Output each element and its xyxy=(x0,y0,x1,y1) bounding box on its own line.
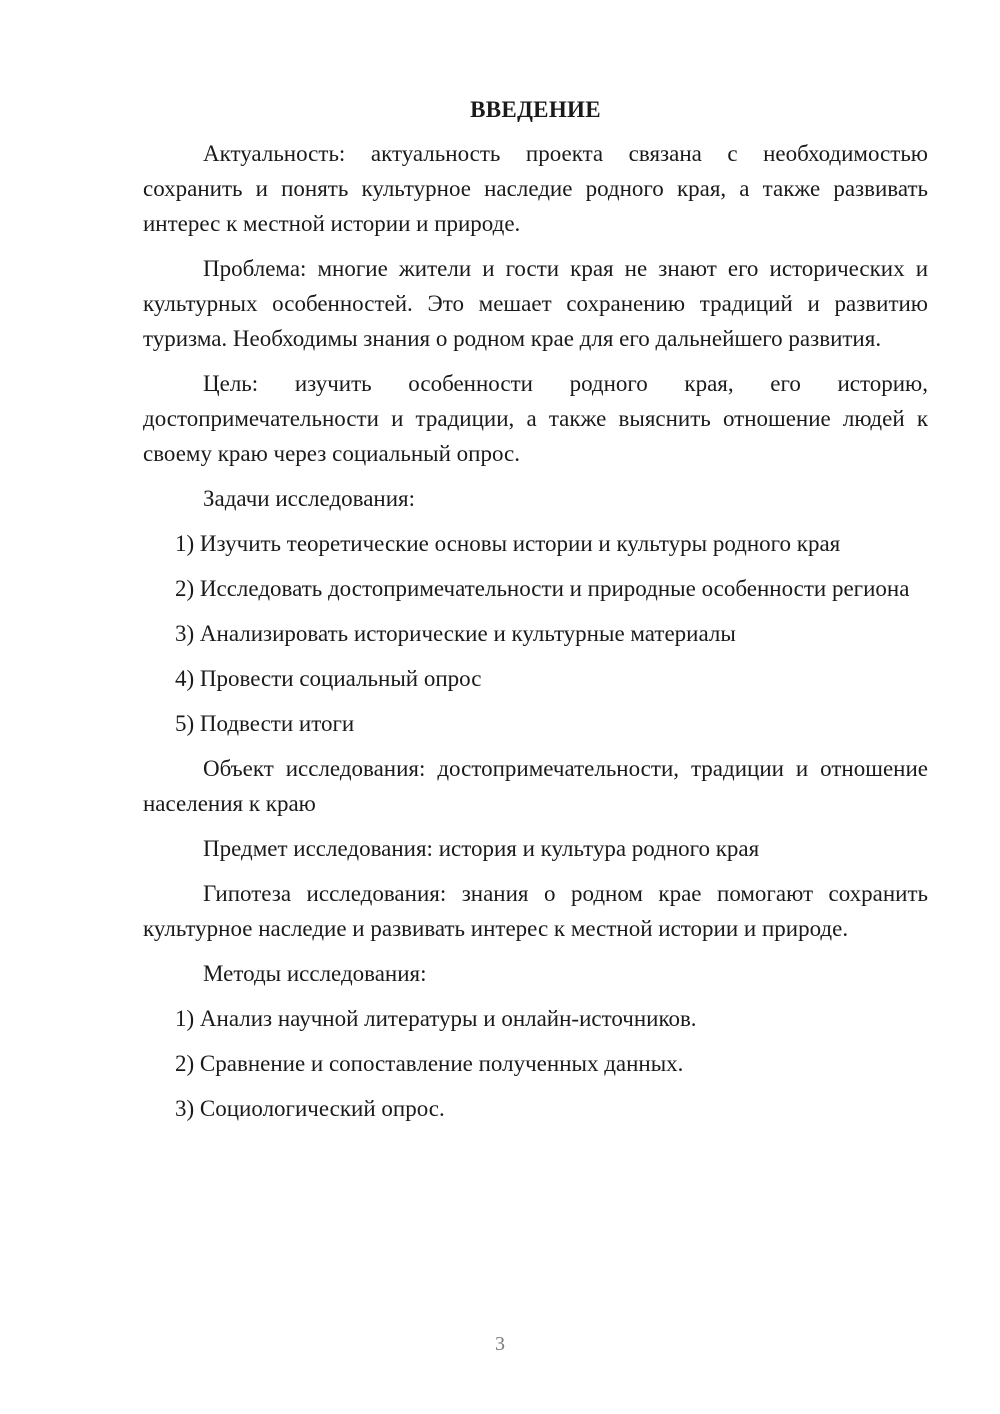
subject-paragraph: Предмет исследования: история и культура родного края xyxy=(203,836,760,861)
method-item: 3) Социологический опрос. xyxy=(175,1096,445,1121)
method-item: 1) Анализ научной литературы и онлайн-источников. xyxy=(175,1006,697,1031)
object-paragraph: Объект исследования: достопримечательности, традиции и отношение населения к краю xyxy=(143,756,928,816)
hypothesis-paragraph: Гипотеза исследования: знания о родном крае помогают сохранить культурное наследие и развивать интерес к местной истории и природе. xyxy=(143,881,928,941)
methods-heading: Методы исследования: xyxy=(203,961,427,986)
page-title: ВВЕДЕНИЕ xyxy=(470,97,601,122)
task-item: 4) Провести социальный опрос xyxy=(175,666,482,691)
problem-paragraph: Проблема: многие жители и гости края не знают его исторических и культурных особенностей. Это мешает сохранению традиций и развитию туризма. Необходимы знания о родном крае для его дальнейшего развития. xyxy=(143,256,928,351)
task-item: 2) Исследовать достопримечательности и природные особенности региона xyxy=(175,576,910,601)
page-number: 3 xyxy=(495,1333,505,1355)
goal-paragraph: Цель: изучить особенности родного края, его историю, достопримечательности и традиции, а также выяснить отношение людей к своему краю через социальный опрос. xyxy=(143,371,928,466)
relevance-paragraph: Актуальность: актуальность проекта связана с необходимостью сохранить и понять культурное наследие родного края, а также развивать интерес к местной истории и природе. xyxy=(143,141,928,236)
task-item: 3) Анализировать исторические и культурные материалы xyxy=(175,621,736,646)
task-item: 1) Изучить теоретические основы истории и культуры родного края xyxy=(175,531,841,556)
document-body xyxy=(143,92,928,1136)
task-item: 5) Подвести итоги xyxy=(175,711,355,736)
method-item: 2) Сравнение и сопоставление полученных данных. xyxy=(175,1051,684,1076)
tasks-heading: Задачи исследования: xyxy=(203,486,416,511)
